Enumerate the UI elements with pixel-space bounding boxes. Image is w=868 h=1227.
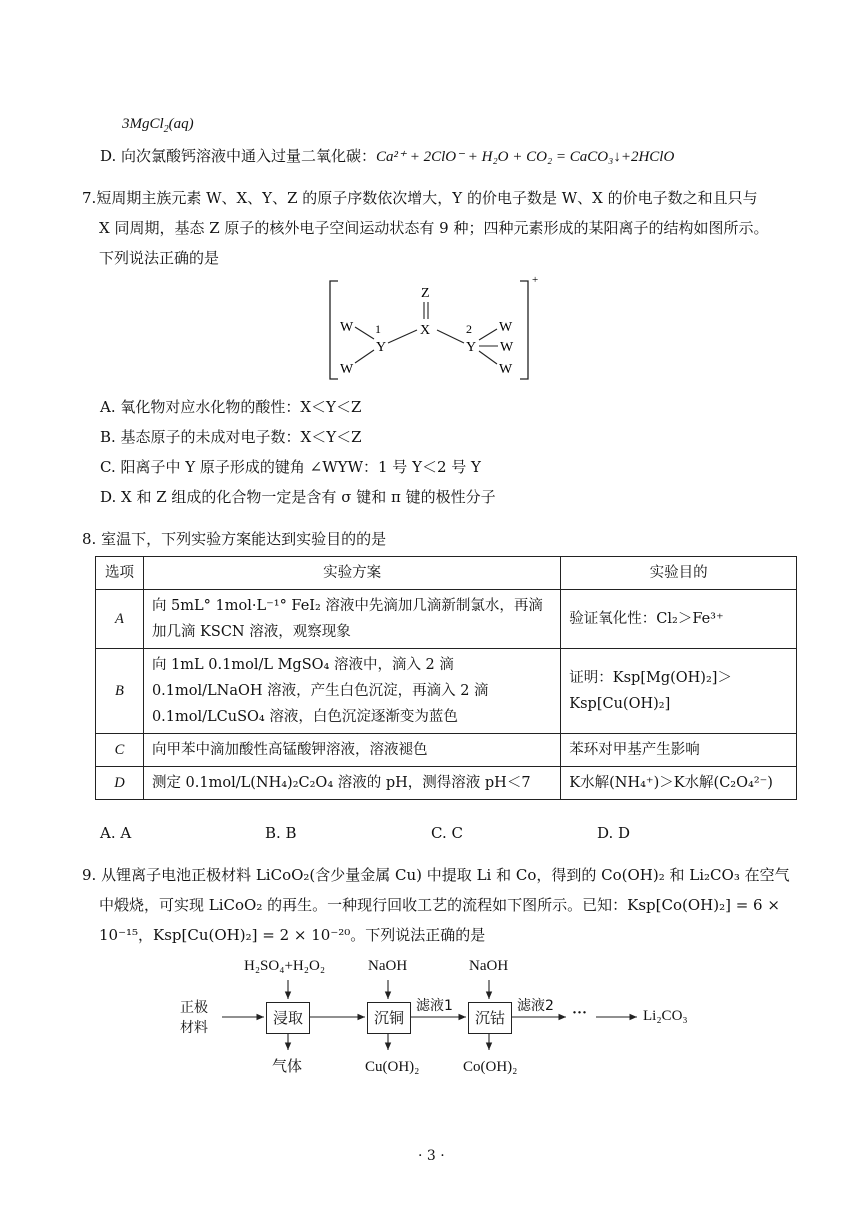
flow-reagent-2: NaOH: [368, 958, 408, 974]
row-option: A: [96, 590, 144, 649]
atom-x: X: [420, 323, 431, 338]
question-8-stem: 8. 室温下，下列实验方案能达到实验目的的是: [82, 530, 387, 548]
flow-input-label: 正极材料: [180, 1000, 208, 1036]
q7-option-d: D. X 和 Z 组成的化合物一定是含有 σ 键和 π 键的极性分子: [100, 488, 496, 506]
header-plan: 实验方案: [143, 557, 560, 590]
header-aim: 实验目的: [561, 557, 797, 590]
flow-output-cu: Cu(OH)₂: [365, 1059, 420, 1075]
question-9-stem: 9. 从锂离子电池正极材料 LiCoO₂(含少量金属 Cu) 中提取 Li 和 Co，得到的 Co(OH)₂ 和 Li₂CO₃ 在空气 中煅烧，可实现 LiCoO₂ 的再生。一种现行回收工艺的流程如下图所示。已知：Ksp[Co(OH)₂] = 6 × 10⁻¹⁵，Ksp[Cu(OH)₂] = 2 × 10⁻²⁰。下列说法正确的是: [82, 866, 790, 944]
header-option: 选项: [96, 557, 144, 590]
row-plan: 测定 0.1mol/L(NH₄)₂C₂O₄ 溶液的 pH，测得溶液 pH＜7: [143, 767, 560, 800]
row-plan: 向 5mL° 1mol·L⁻¹° FeI₂ 溶液中先滴加几滴新制氯水，再滴加几滴 KSCN 溶液，观察现象: [143, 590, 560, 649]
row-aim: 证明：Ksp[Mg(OH)₂]＞ Ksp[Cu(OH)₂]: [561, 649, 797, 734]
q8-answer-d: D. D: [597, 824, 631, 842]
page-number: · 3 ·: [418, 1148, 445, 1164]
atom-w: W: [500, 340, 514, 355]
atom-w: W: [340, 362, 354, 377]
flow-output-gas: 气体: [272, 1057, 303, 1075]
flow-dots: ···: [572, 1005, 588, 1021]
label-2: 2: [466, 322, 472, 336]
q7-option-b: B. 基态原子的未成对电子数：X＜Y＜Z: [100, 428, 362, 446]
row-aim: 苯环对甲基产生影响: [561, 734, 797, 767]
flow-box-leach: 浸取: [266, 1002, 310, 1034]
row-plan: 向 1mL 0.1mol/L MgSO₄ 溶液中，滴入 2 滴 0.1mol/LNaOH 溶液，产生白色沉淀，再滴入 2 滴 0.1mol/LCuSO₄ 溶液，白色沉淀逐渐变为蓝色: [143, 649, 560, 734]
q7-option-a: A. 氧化物对应水化物的酸性：X＜Y＜Z: [100, 398, 362, 416]
label-1: 1: [375, 322, 381, 336]
q7-option-c: C. 阳离子中 Y 原子形成的键角 ∠WYW：1 号 Y＜2 号 Y: [100, 458, 481, 476]
row-aim: K水解(NH₄⁺)＞K水解(C₂O₄²⁻): [561, 767, 797, 800]
atom-w: W: [340, 320, 354, 335]
flow-box-copper: 沉铜: [367, 1002, 411, 1034]
atom-z: Z: [421, 286, 430, 301]
q8-answer-a: A. A: [100, 824, 132, 842]
flow-product: Li₂CO₃: [643, 1008, 688, 1024]
row-option: B: [96, 649, 144, 734]
flow-reagent-1: H₂SO₄+H₂O₂: [244, 958, 326, 974]
row-option: D: [96, 767, 144, 800]
flow-box-cobalt: 沉钴: [468, 1002, 512, 1034]
atom-y1: Y: [376, 340, 387, 355]
row-plan: 向甲苯中滴加酸性高锰酸钾溶液，溶液褪色: [143, 734, 560, 767]
charge-label: +: [532, 275, 539, 286]
flow-reagent-3: NaOH: [469, 958, 509, 974]
atom-y2: Y: [466, 340, 477, 355]
flow-filtrate-2: 滤液2: [517, 998, 554, 1014]
flow-filtrate-1: 滤液1: [416, 998, 453, 1014]
row-option: C: [96, 734, 144, 767]
question-7-stem: 7.短周期主族元素 W、X、Y、Z 的原子序数依次增大，Y 的价电子数是 W、X 的价电子数之和且只与 X 同周期，基态 Z 原子的核外电子空间运动状态有 9 种；四种元素形成的某阳离子的结构如图所示。 下列说法正确的是: [82, 189, 769, 267]
flow-output-co: Co(OH)₂: [463, 1059, 518, 1075]
q8-answer-c: C. C: [431, 824, 463, 842]
atom-w: W: [499, 320, 513, 335]
option-d-q6: D. 向次氯酸钙溶液中通入过量二氧化碳：Ca²⁺ + 2ClO⁻ + H₂O + CO₂ = CaCO₃↓+2HClO: [100, 147, 675, 165]
carryover-formula: 3MgCl$_2$(aq): [122, 116, 194, 135]
atom-w: W: [499, 362, 513, 377]
q8-answer-b: B. B: [265, 824, 297, 842]
row-aim: 验证氧化性：Cl₂＞Fe³⁺: [561, 590, 797, 649]
